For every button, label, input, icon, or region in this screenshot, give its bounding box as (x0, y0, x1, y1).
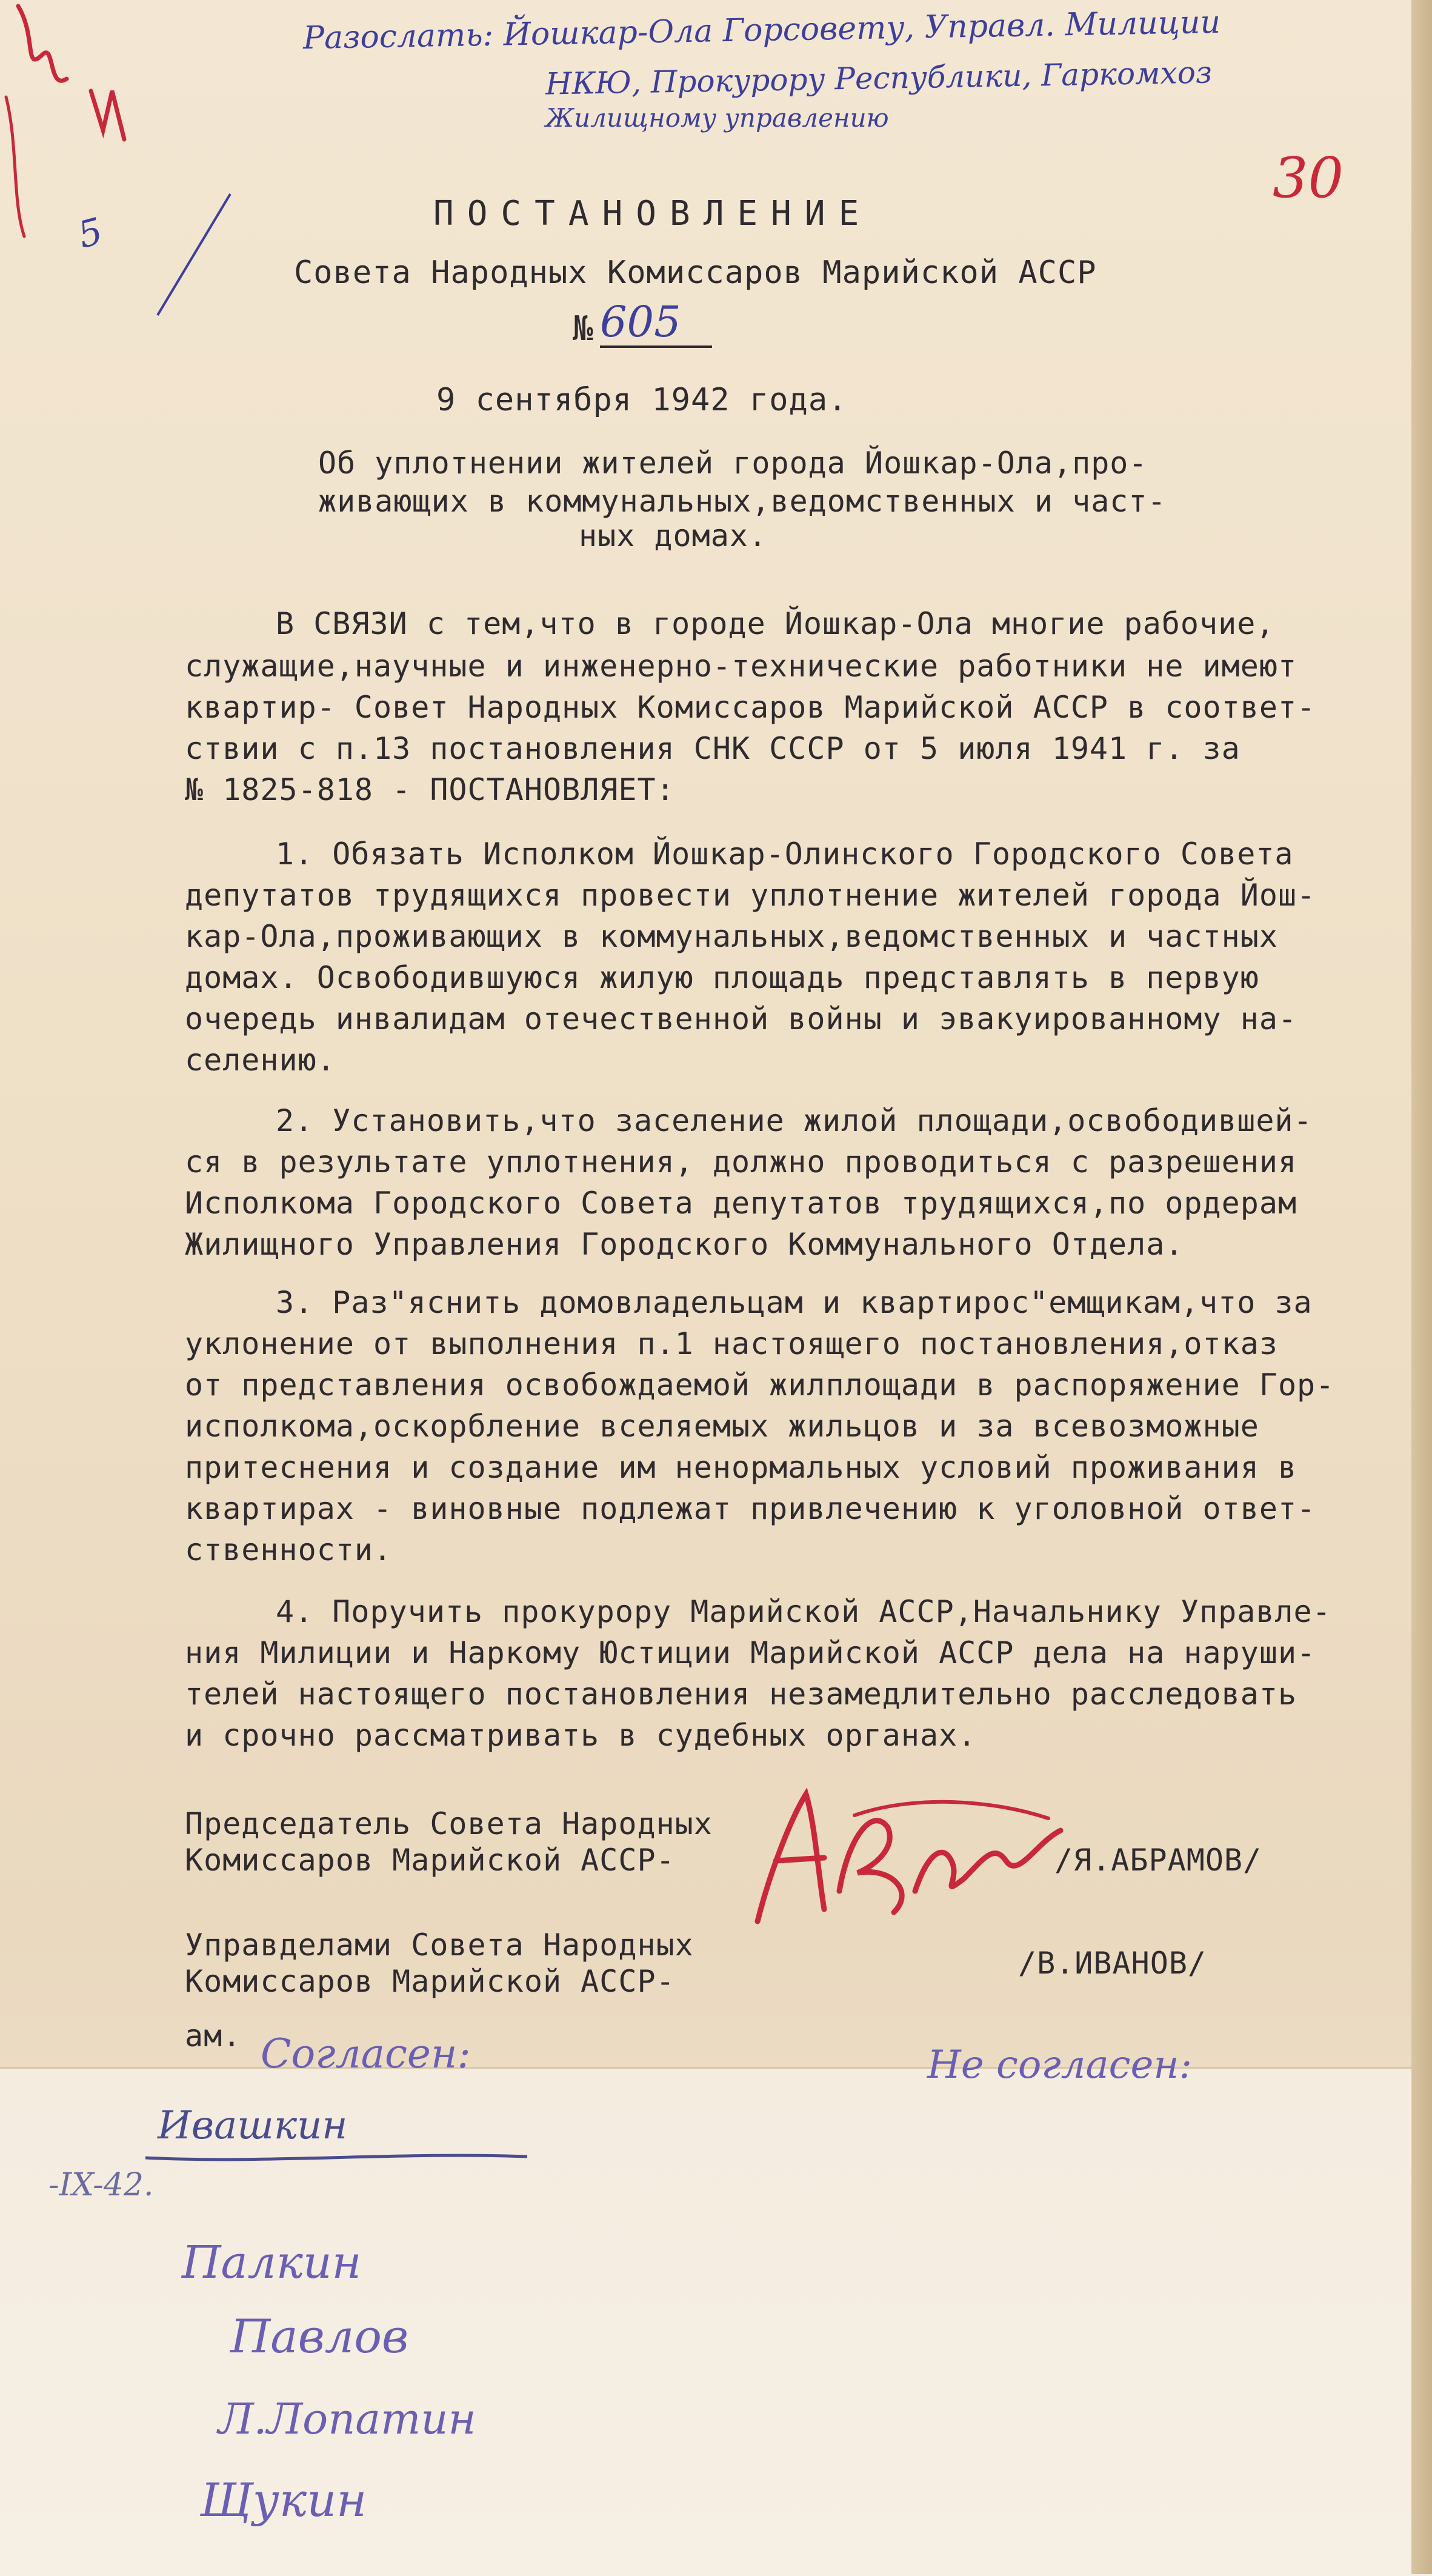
point-2-line3: Исполкома Городского Совета депутатов трудящихся,по ордерам (185, 1186, 1297, 1221)
subject-line1: Об уплотнении жителей города Йошкар-Ола,про- (318, 445, 1148, 481)
point-3-line2: уклонение от выполнения п.1 настоящего постановления,отказ (185, 1326, 1278, 1361)
point-2-line2: ся в результате уплотнения, должно проводиться с разрешения (185, 1144, 1297, 1180)
margin-slash (145, 188, 236, 321)
agree-label: Согласен: (261, 2030, 471, 2077)
approval-signature-4: Щукин (200, 2473, 367, 2527)
signatory-1-title-line1: Председатель Совета Народных (185, 1806, 713, 1841)
initials-line: Ивашкин (158, 2103, 348, 2148)
point-4-line2: ния Милиции и Наркому Юстиции Марийской АССР дела на наруши- (185, 1635, 1316, 1670)
signatory-1-name: /Я.АБРАМОВ/ (1054, 1843, 1262, 1878)
point-3-line6: квартирах - виновные подлежат привлечению к уголовной ответ- (185, 1491, 1316, 1526)
page-edge (1411, 0, 1432, 2574)
disagree-label: Не согласен: (927, 2043, 1193, 2087)
distribution-note-line1: Разослать: Йошкар-Ола Горсовету, Управл. Милиции (302, 4, 1221, 57)
distribution-note-line2: НКЮ, Прокурору Республики, Гаркомхоз (545, 55, 1213, 102)
signatory-2-title-line2: Комиссаров Марийской АССР- (185, 1964, 675, 1999)
point-3-line3: от представления освобождаемой жилплощади в распоряжение Гор- (185, 1367, 1335, 1403)
doc-date: 9 сентября 1942 года. (436, 382, 848, 418)
doc-title: ПОСТАНОВЛЕНИЕ (433, 194, 873, 233)
initials-underline (145, 2146, 533, 2170)
point-2-line1: 2. Установить,что заселение жилой площади,освободившей- (276, 1103, 1313, 1138)
point-4-line1: 4. Поручить прокурору Марийской АССР,Начальнику Управле- (276, 1594, 1331, 1629)
point-1-line2: депутатов трудящихся провести уплотнение жителей города Йош- (185, 878, 1316, 913)
preamble-line1: В СВЯЗИ с тем,что в городе Йошкар-Ола многие рабочие, (276, 606, 1275, 641)
subject-line2: живающих в коммунальных,ведомственных и част- (318, 484, 1167, 519)
page-number: 30 (1273, 145, 1344, 210)
number-value: 605 (600, 297, 681, 347)
point-3-line1: 3. Раз"яснить домовладельцам и квартирос"емщикам,что за (276, 1285, 1313, 1320)
signatory-1-title-line2: Комиссаров Марийской АССР- (185, 1843, 675, 1878)
point-3-line5: притеснения и создание им ненормальных условий проживания в (185, 1450, 1297, 1485)
approval-signature-2: Павлов (230, 2309, 409, 2363)
point-4-line3: телей настоящего постановления незамедлительно расследовать (185, 1677, 1297, 1712)
typist-mark: ам. (185, 2018, 242, 2054)
preamble-line5: № 1825-818 - ПОСТАНОВЛЯЕТ: (185, 772, 675, 807)
point-1-line1: 1. Обязать Исполком Йошкар-Олинского Городского Совета (276, 836, 1294, 872)
issuer: Совета Народных Комиссаров Марийской АССР (294, 255, 1097, 291)
approval-signature-3: Л.Лопатин (218, 2394, 476, 2444)
signatory-2-title-line1: Управделами Совета Народных (185, 1927, 694, 1963)
signatory-2-name: /В.ИВАНОВ/ (1018, 1946, 1207, 1981)
number-underline (600, 345, 712, 348)
point-1-line5: очередь инвалидам отечественной войны и эвакуированному на- (185, 1001, 1297, 1036)
distribution-note-line3: Жилищному управлению (545, 103, 889, 133)
point-3-line4: исполкома,оскорбление вселяемых жильцов и за всевозможные (185, 1409, 1259, 1444)
preamble-line3: квартир- Совет Народных Комиссаров Марийской АССР в соответ- (185, 690, 1316, 725)
point-4-line4: и срочно рассматривать в судебных органах. (185, 1718, 977, 1753)
point-1-line4: домах. Освободившуюся жилую площадь представлять в первую (185, 960, 1259, 995)
point-3-line7: ственности. (185, 1532, 393, 1567)
preamble-line2: служащие,научные и инженерно-технические работники не имеют (185, 649, 1297, 684)
point-2-line4: Жилищного Управления Городского Коммунального Отдела. (185, 1227, 1184, 1262)
margin-note: 5 (73, 210, 107, 257)
red-handwritten-signature (733, 1770, 1073, 1952)
preamble-line4: ствии с п.13 постановления СНК СССР от 5 июля 1941 г. за (185, 731, 1241, 766)
subject-line3: ных домах. (579, 518, 768, 553)
number-prefix: № (573, 309, 594, 349)
red-pencil-mark (0, 0, 170, 242)
point-1-line3: кар-Ола,проживающих в коммунальных,ведомственных и частных (185, 919, 1278, 954)
point-1-line6: селению. (185, 1043, 336, 1078)
approval-signature-1: Палкин (182, 2237, 362, 2289)
date-fragment: -IX-42. (48, 2167, 154, 2203)
